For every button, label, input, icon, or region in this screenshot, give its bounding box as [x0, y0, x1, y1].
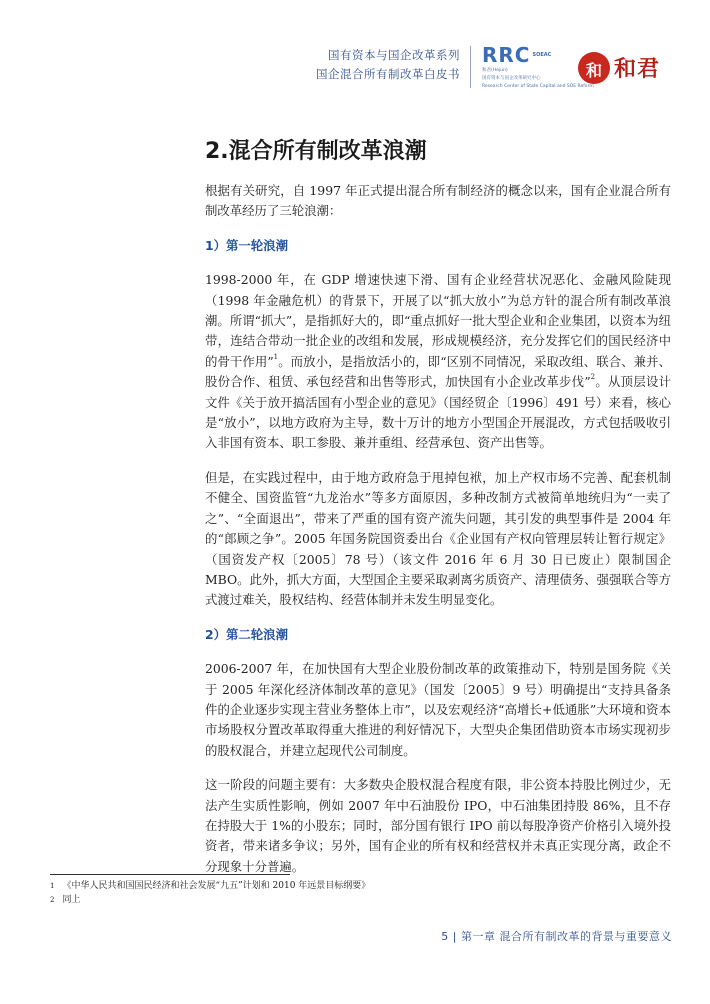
rrc-subtitle-1: 和君(Hejun)	[482, 68, 508, 73]
chapter-title: | 第一章 混合所有制改革的背景与重要意义	[452, 930, 672, 943]
page-footer	[441, 928, 672, 944]
hejun-seal-char: 和	[585, 61, 602, 80]
hejun-name: 和君	[614, 57, 661, 82]
rrc-subtitle-3: Research Center of State Capital and SOE Reform	[482, 84, 594, 89]
rrc-logo-text: RRC	[482, 43, 531, 67]
intro-paragraph: 根据有关研究，自 1997 年正式提出混合所有制经济的概念以来，国有企业混合所有制改革经历了三轮浪潮：	[205, 183, 671, 219]
footnote-number: 1	[50, 882, 55, 890]
wave1-paragraph-1	[205, 270, 671, 454]
main-content	[205, 181, 671, 891]
rrc-logo-mark	[482, 44, 572, 66]
hejun-logo	[578, 50, 688, 90]
footnote-ref-2: 2	[590, 373, 596, 382]
wave1-para1-part-a: 1998-2000 年，在 GDP 增速快速下滑、国有企业经营状况恶化、金融风险陡现（1998 年金融危机）的背景下，开展了以“抓大放小”为总方针的混合所有制改革浪潮。所谓“抓大”，是指抓好大的，即“重点抓好一批大型企业和企业集团，以资本为纽带，连结合带动一批企业的改组和发展，形成规模经济，充分发挥它们的国民经济中的骨干作用”	[205, 272, 671, 369]
section-title: 2.混合所有制改革浪潮	[205, 139, 427, 164]
wave1-para1-part-c: 。从顶层设计文件《关于放开搞活国有小型企业的意见》（国经贸企〔1996〕491 号）来看，核心是“放小”，以地方政府为主导，数十万计的地方小型国企开展混改，方式包括吸收引入非国有资本、职工参股、兼并重组、经营承包、资产出售等。	[205, 374, 672, 451]
rrc-subtitle-2: 国有资本与国企改革研究中心	[482, 76, 541, 81]
wave2-paragraph-1: 2006-2007 年，在加快国有大型企业股份制改革的政策推动下，特别是国务院《关于 2005 年深化经济体制改革的意见》（国发〔2005〕9 号）明确提出“支持具备条件的企业逐步实现主营业务整体上市”，以及宏观经济“高增长+低通胀”大环境和资本市场股权分置改革取得重大推进的利好情况下，大型央企集团借助资本市场实现初步的股权混合，并建立起现代公司制度。	[205, 661, 671, 758]
rrc-logo	[482, 43, 594, 92]
page-number: 5	[441, 930, 449, 943]
header-series-title	[300, 46, 460, 84]
wave1-heading: 1）第一轮浪潮	[205, 237, 288, 253]
wave1-paragraph-2: 但是，在实践过程中，由于地方政府急于甩掉包袱，加上产权市场不完善、配套机制不健全、国资监管“九龙治水”等多方面原因，多种改制方式被简单地统归为“一卖了之”、“全面退出”，带来了严重的国有资产流失问题，其引发的典型事件是 2004 年的“郎顾之争”。2005 年国务院国资委出台《企业国有产权向管理层转让暂行规定》（国资发产权〔2005〕78 号）（该文件 2016 年 6 月 30 日已废止）限制国企 MBO。此外，抓大方面，大型国企主要采取剥离劣质资产、清理债务、强强联合等方式渡过难关，股权结构、经营体制并未发生明显变化。	[205, 469, 671, 608]
series-line-1: 国有资本与国企改革系列	[328, 48, 460, 62]
footnote-text: 同上	[62, 895, 81, 905]
rrc-logo-superscript: SOEAC	[532, 52, 552, 58]
footnote-number: 2	[50, 896, 55, 904]
wave1-para1-part-b: 。而放小，是指放活小的，即“区别不同情况，采取改组、联合、兼并、股份合作、租赁、承包经营和出售等形式，加快国有小企业改革步伐”	[205, 353, 671, 390]
footnote-ref-1: 1	[273, 352, 279, 361]
footnotes	[50, 879, 610, 907]
header-divider	[470, 46, 471, 88]
wave2-paragraph-2: 这一阶段的问题主要有：大多数央企股权混合程度有限，非公资本持股比例过少，无法产生实质性影响，例如 2007 年中石油股份 IPO，中石油集团持股 86%，且不存在持股大于 1%的小股东；同时，部分国有银行 IPO 前以每股净资产价格引入境外投资者，带来诸多争议；另外，国有企业的所有权和经营权并未真正实现分离，政企不分现象十分普遍。	[205, 777, 671, 874]
footnote-text: 《中华人民共和国国民经济和社会发展“九五”计划和 2010 年远景目标纲要》	[62, 881, 371, 891]
footnote-rule	[50, 874, 290, 875]
series-line-2: 国企混合所有制改革白皮书	[316, 67, 460, 81]
wave2-heading: 2）第二轮浪潮	[205, 626, 288, 642]
footnote-item	[50, 879, 610, 893]
footnote-item	[50, 893, 610, 907]
hejun-seal-icon	[578, 52, 610, 84]
